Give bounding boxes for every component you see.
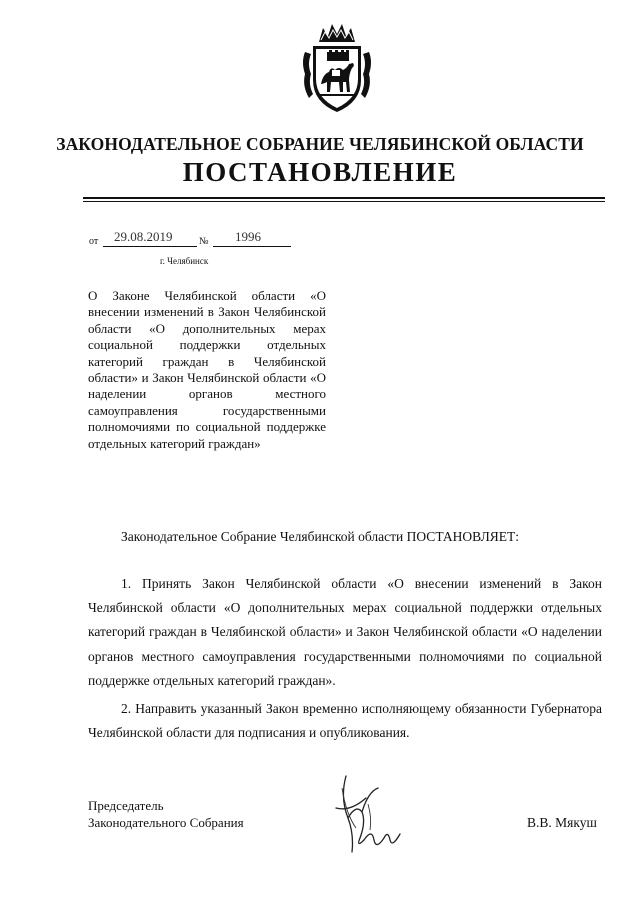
header-rule-thin bbox=[83, 201, 605, 202]
signatory-name: В.В. Мякуш bbox=[527, 815, 597, 830]
date-underline bbox=[103, 245, 197, 247]
number-prefix: № bbox=[199, 236, 209, 247]
document-body bbox=[88, 572, 602, 749]
header-rule-thick bbox=[83, 197, 605, 199]
organization-title: ЗАКОНОДАТЕЛЬНОЕ СОБРАНИЕ ЧЕЛЯБИНСКОЙ ОБЛАСТИ bbox=[56, 134, 584, 154]
signatory-title-line-1: Председатель bbox=[88, 798, 164, 813]
signatory-title-line-2: Законодательного Собрания bbox=[88, 815, 244, 830]
handwritten-signature bbox=[326, 768, 414, 863]
paragraph-2: 2. Направить указанный Закон временно исполняющему обязанности Губернатора Челябинской области для подписания и опубликования. bbox=[88, 701, 602, 741]
number-underline bbox=[213, 245, 291, 247]
date-prefix: от bbox=[89, 236, 99, 247]
city: г. Челябинск bbox=[160, 256, 209, 266]
document-meta bbox=[89, 229, 349, 249]
resolves-line: Законодательное Собрание Челябинской области ПОСТАНОВЛЯЕТ: bbox=[120, 529, 520, 544]
date-value: 29.08.2019 bbox=[114, 229, 173, 244]
document-subject: О Законе Челябинской области «О внесении изменений в Закон Челябинской области «О дополнительных мерах социальной поддержки отдельных категорий граждан в Челябинской области» и Закон Челябинской области «О наделении органов местного самоуправления государственными полномочиями по социальной поддержке отдельных категорий граждан» bbox=[88, 288, 326, 451]
signatory-title bbox=[88, 797, 244, 831]
document-type: ПОСТАНОВЛЕНИЕ bbox=[182, 157, 458, 187]
coat-of-arms-icon bbox=[299, 22, 375, 116]
number-value: 1996 bbox=[235, 229, 261, 244]
paragraph-1: 1. Принять Закон Челябинской области «О внесении изменений в Закон Челябинской области «О дополнительных мерах социальной поддержки отдельных категорий граждан в Челябинской области» и Закон Челябинской области «О наделении органов местного самоуправления государственными полномочиями по социальной поддержке отдельных категорий граждан». bbox=[88, 576, 602, 688]
